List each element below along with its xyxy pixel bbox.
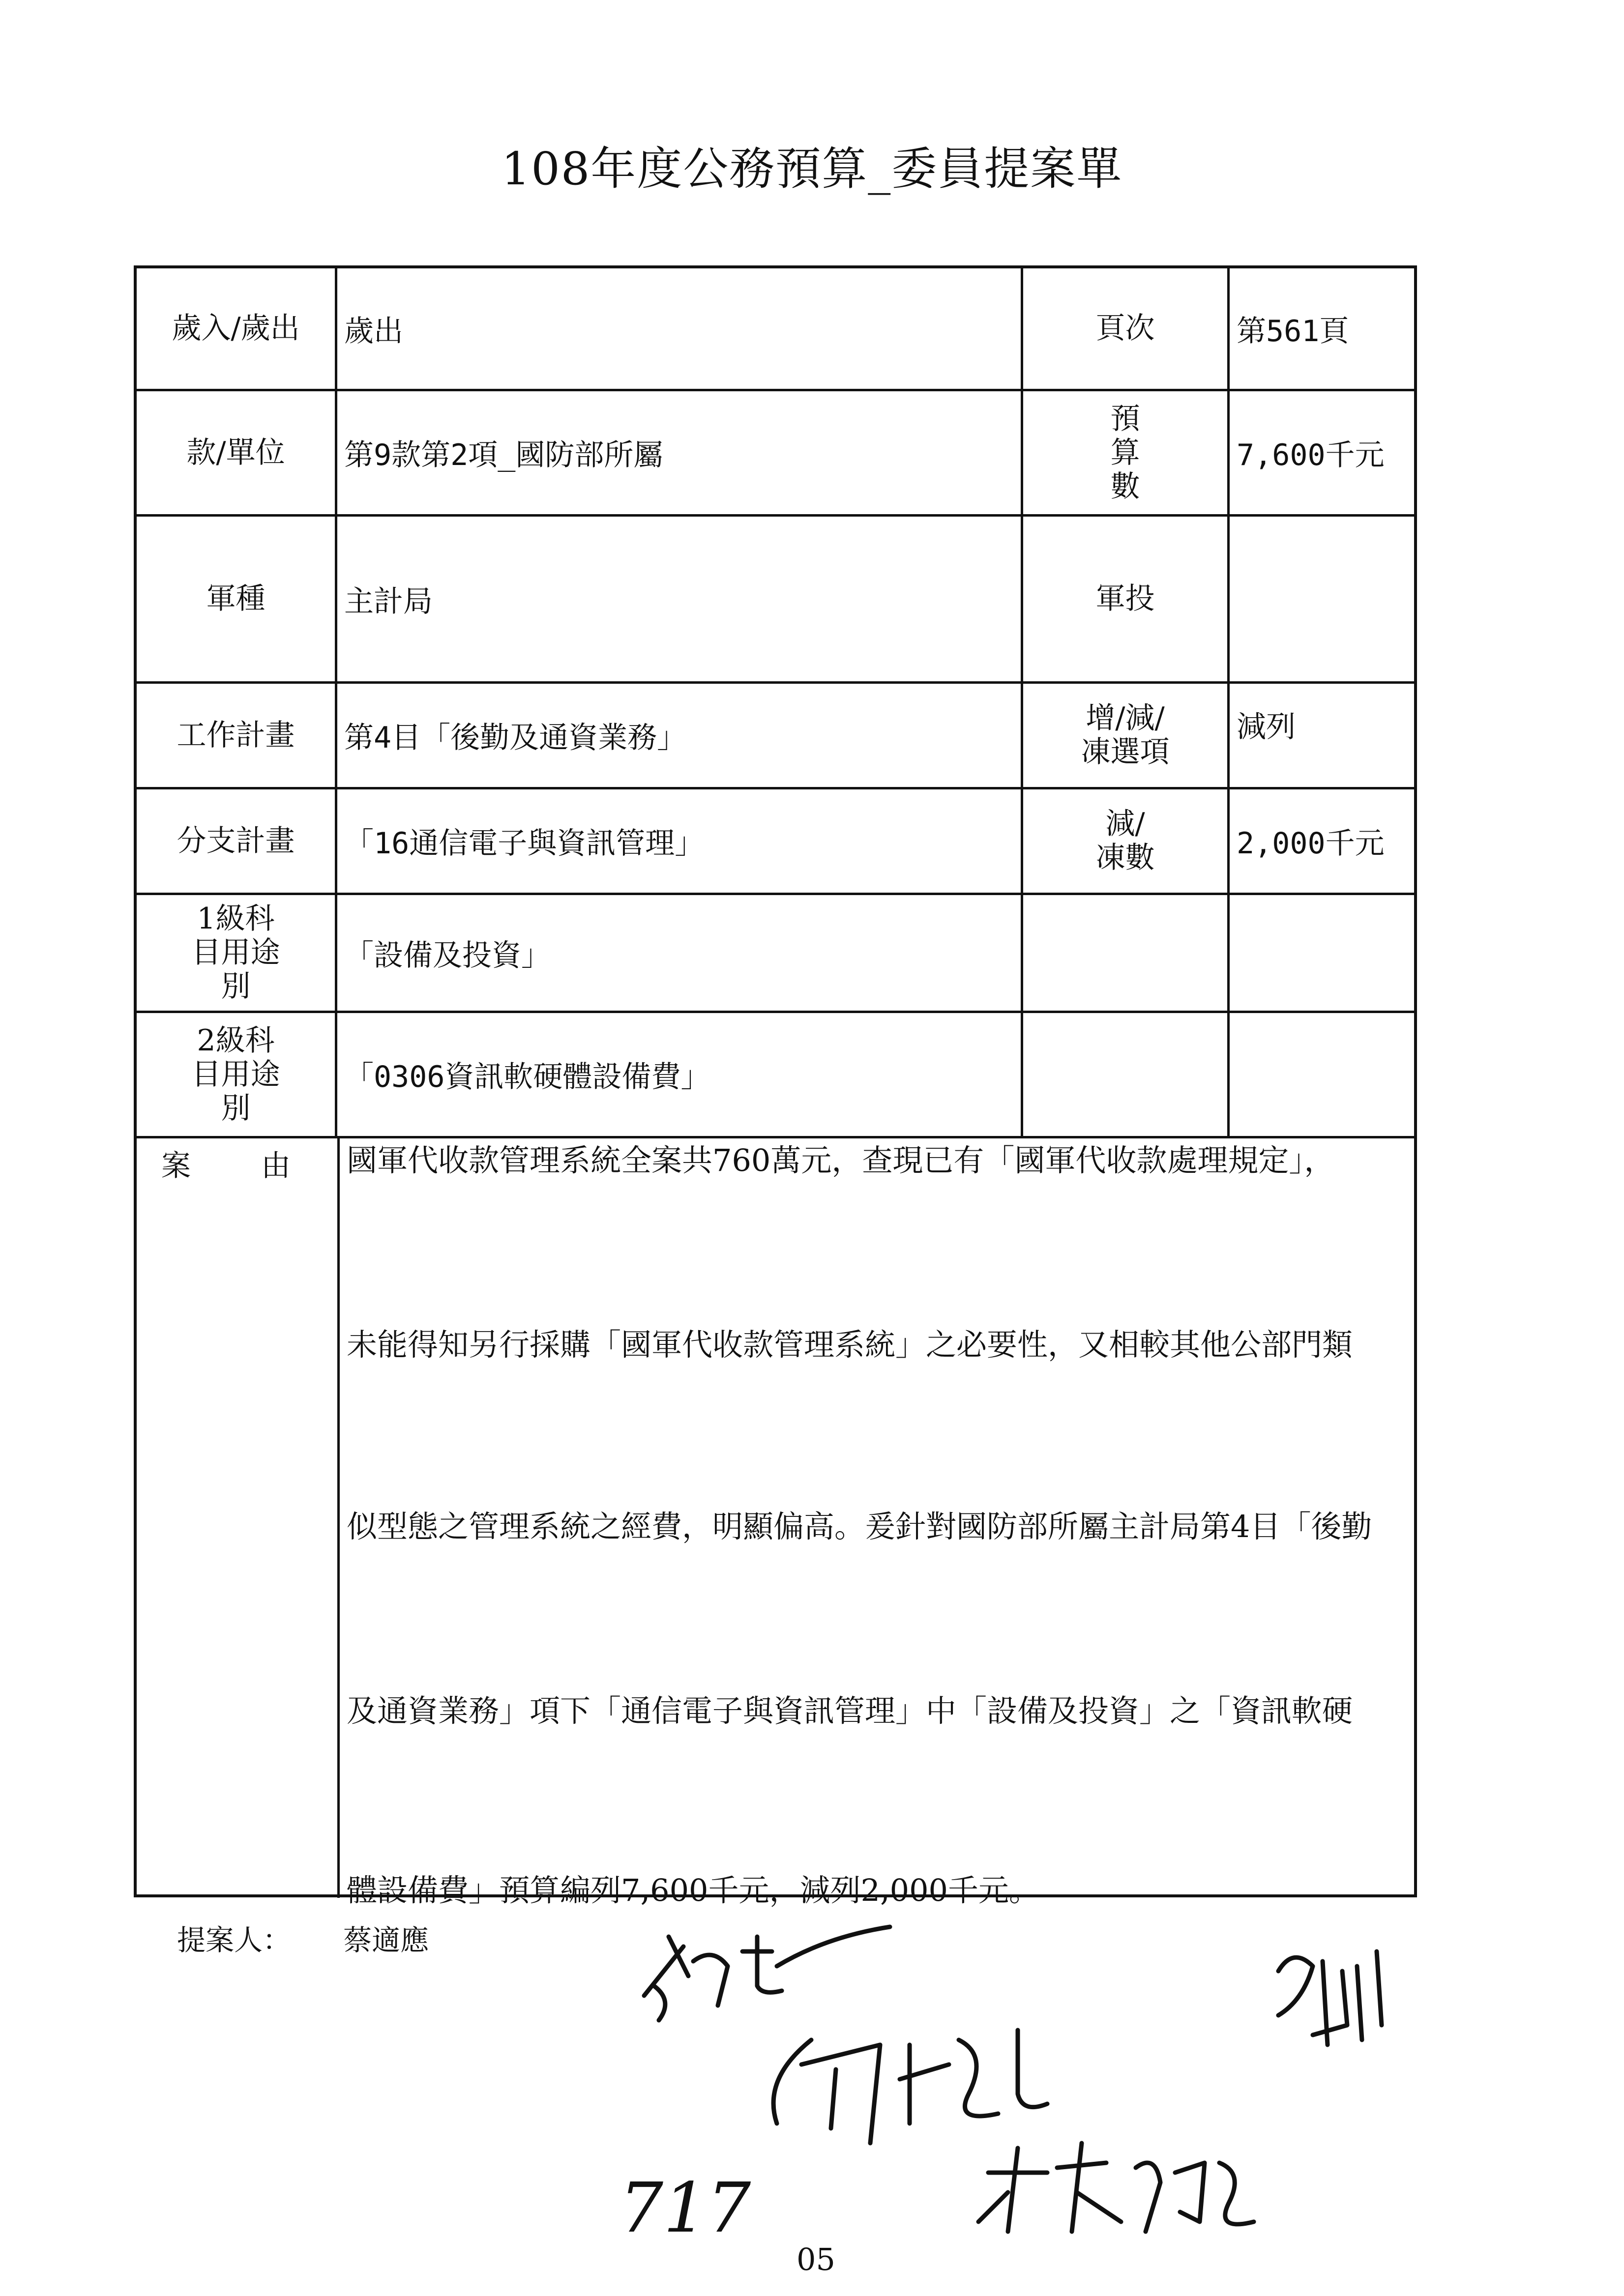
proposer-label: 提案人： [177,1924,292,1956]
proposal-form-table [134,265,1417,1908]
label-page: 頁次 [1023,268,1230,391]
value-military-investment [1230,517,1414,684]
label-section-unit: 款/單位 [137,391,337,517]
reason-line-4: 及通資業務」項下「通信電子與資訊管理」中「設備及投資」之「資訊軟硬 [347,1693,1353,1729]
empty-cell-r5c4 [1230,895,1414,1013]
value-section-unit: 第9款第2項_國防部所屬 [337,391,1023,517]
reason-line-1: 國軍代收款管理系統全案共760萬元，查現已有「國軍代收款處理規定」， [347,1142,1335,1178]
reason-line-3: 似型態之管理系統之經費，明顯偏高。爰針對國防部所屬主計局第4目「後勤 [347,1509,1372,1544]
label-service-branch: 軍種 [137,517,337,684]
value-service-branch: 主計局 [337,517,1023,684]
label-adjust-option: 增/減/凍選項 [1023,684,1230,789]
proposer-line [177,1917,429,1958]
label-income-expense: 歲入/歲出 [137,268,337,391]
empty-cell-r6c4 [1230,1013,1414,1138]
reason-line-2: 未能得知另行採購「國軍代收款管理系統」之必要性，又相較其他公部門類 [347,1327,1353,1363]
reason-line-5: 體設備費」預算編列7,600千元，減列2,000千元。 [347,1872,1039,1908]
label-reduce-freeze-amount: 減/凍數 [1023,789,1230,895]
label-military-investment: 軍投 [1023,517,1230,684]
value-sub-plan: 「16通信電子與資訊管理」 [337,789,1023,895]
label-budget-amount: 預算數 [1023,391,1230,517]
reason-label [137,1138,337,1185]
form-title: 108年度公務預算_委員提案單 [501,143,1123,195]
empty-cell-r6c3 [1023,1013,1230,1138]
empty-cell-r5c3 [1023,895,1230,1013]
label-work-plan: 工作計畫 [137,684,337,789]
value-budget-amount: 7,600千元 [1230,391,1414,517]
value-income-expense: 歲出 [337,268,1023,391]
page-number: 05 [797,2241,835,2277]
label-level1-purpose: 1級科目用途別 [137,895,337,1013]
label-sub-plan: 分支計畫 [137,789,337,895]
label-level2-purpose: 2級科目用途別 [137,1013,337,1138]
value-reduce-freeze-amount: 2,000千元 [1230,789,1414,895]
value-work-plan: 第4目「後勤及通資業務」 [337,684,1023,789]
handwritten-number: 717 [620,2168,751,2248]
proposer-name: 蔡適應 [343,1924,429,1956]
value-page: 第561頁 [1230,268,1414,391]
value-adjust-option: 減列 [1230,684,1414,789]
handwritten-signatures [615,1917,1450,2251]
reason-text-box [337,1138,1417,1908]
reason-label-char-2: 由 [261,1149,291,1183]
value-level2-purpose: 「0306資訊軟硬體設備費」 [337,1013,1023,1138]
reason-label-char-1: 案 [161,1149,191,1183]
value-level1-purpose: 「設備及投資」 [337,895,1023,1013]
